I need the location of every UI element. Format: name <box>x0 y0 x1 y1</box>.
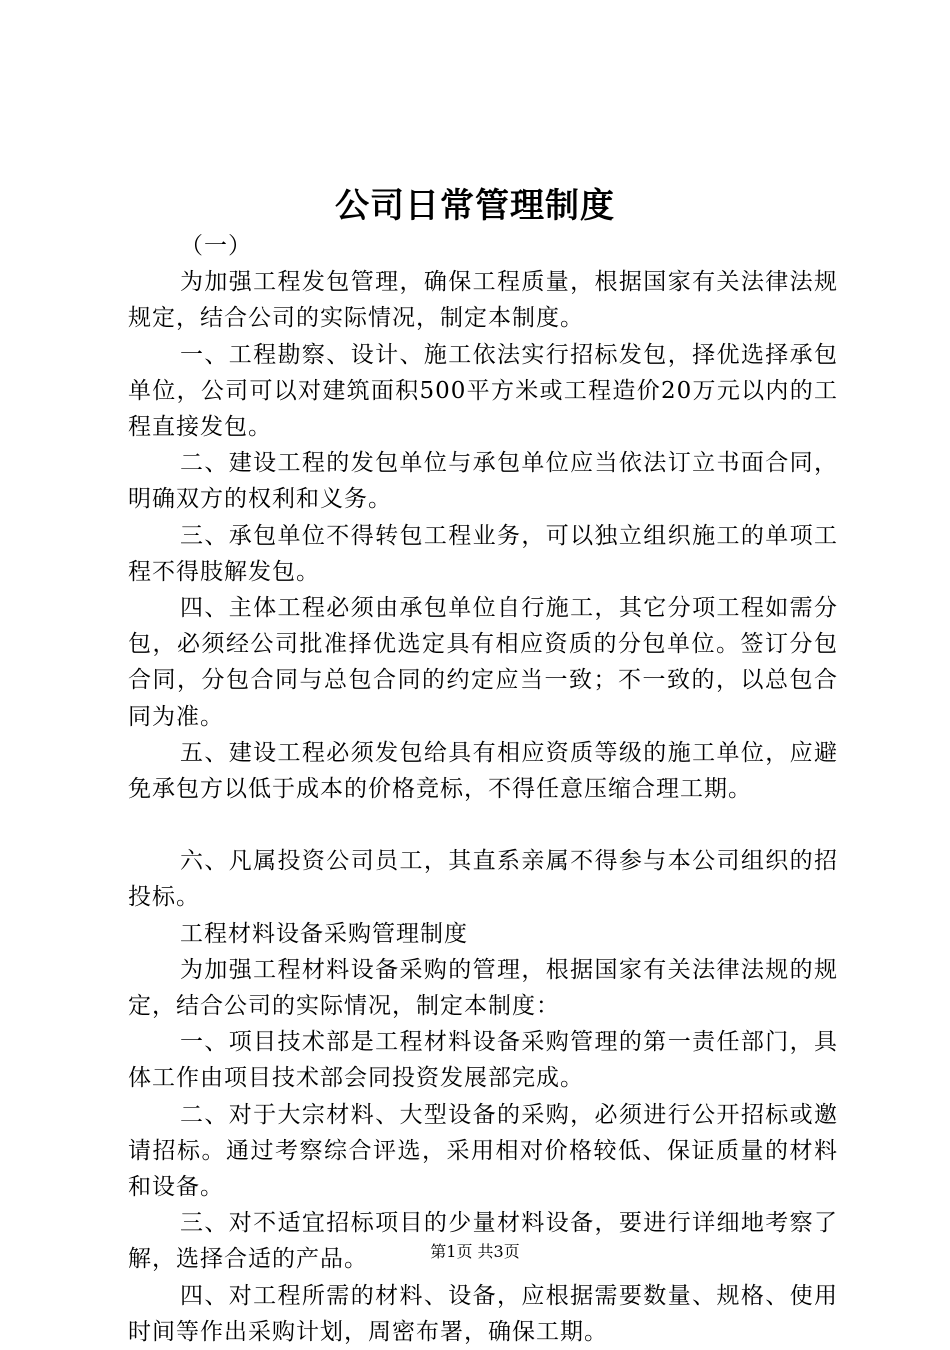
document-title: 公司日常管理制度 <box>335 186 615 226</box>
paragraph-item-6: 六、凡属投资公司员工，其直系亲属不得参与本公司组织的招投标。 <box>128 848 838 911</box>
subsection-title: 工程材料设备采购管理制度 <box>180 920 468 947</box>
page-footer: 第1页 共3页 <box>430 1242 520 1261</box>
paragraph-procurement-4: 四、对工程所需的材料、设备，应根据需要数量、规格、使用时间等作出采购计划，周密布署，确保工期。 <box>128 1282 838 1345</box>
paragraph-intro: 为加强工程发包管理，确保工程质量，根据国家有关法律法规规定，结合公司的实际情况，制定本制度。 <box>128 269 838 332</box>
paragraph-item-4: 四、主体工程必须由承包单位自行施工，其它分项工程如需分包，必须经公司批准择优选定具有相应资质的分包单位。签订分包合同，分包合同与总包合同的约定应当一致；不一致的，以总包合同为准。 <box>128 595 838 730</box>
paragraph-procurement-3: 三、对不适宜招标项目的少量材料设备，要进行详细地考察了解，选择合适的产品。 <box>128 1210 838 1273</box>
paragraph-procurement-intro: 为加强工程材料设备采购的管理，根据国家有关法律法规的规定，结合公司的实际情况，制定本制度： <box>128 956 838 1020</box>
paragraph-item-3: 三、承包单位不得转包工程业务，可以独立组织施工的单项工程不得肢解发包。 <box>128 522 838 585</box>
paragraph-item-2: 二、建设工程的发包单位与承包单位应当依法订立书面合同，明确双方的权利和义务。 <box>128 450 838 513</box>
section-heading: （一） <box>180 233 252 259</box>
document-body <box>128 228 838 1350</box>
paragraph-item-5: 五、建设工程必须发包给具有相应资质等级的施工单位，应避免承包方以低于成本的价格竞标，不得任意压缩合理工期。 <box>128 739 838 803</box>
paragraph-item-1: 一、工程勘察、设计、施工依法实行招标发包，择优选择承包单位，公司可以对建筑面积500平方米或工程造价20万元以内的工程直接发包。 <box>128 341 838 441</box>
paragraph-procurement-1: 一、项目技术部是工程材料设备采购管理的第一责任部门，具体工作由项目技术部会同投资发展部完成。 <box>128 1029 838 1092</box>
paragraph-procurement-2: 二、对于大宗材料、大型设备的采购，必须进行公开招标或邀请招标。通过考察综合评选，采用相对价格较低、保证质量的材料和设备。 <box>128 1101 838 1201</box>
